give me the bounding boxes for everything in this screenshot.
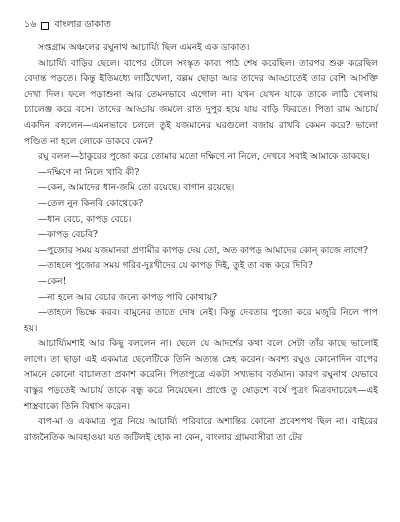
paragraph: রঘু বলল—ঠাকুরের পুজো করে তোমার মতো দক্ষিণে না নিলে, দেখবে সবাই আমাকে ডাকছে। [38, 152, 370, 163]
body-text [24, 41, 378, 446]
paragraph: সপ্তগ্রাম অঞ্চলের রঘুনাথ আচার্য্যি ছিল এমনই এক ডাকাত। [38, 43, 250, 53]
dialogue-line: —পুজোর সময় যজমানরা প্রণামীর কাপড় দেয় তো, অত কাপড় আমাদের কোন্ কাজে লাগে? [38, 245, 368, 256]
square-ornament-icon [41, 22, 49, 30]
dialogue-line: —না হলে আর বেচার জন্যে কাপড় পাবি কোথায়? [38, 292, 217, 303]
page-header [24, 18, 378, 33]
paragraph: আচার্য্যি বাড়ির ছেলে। বাপের টোলে সংস্কৃত কাব্য পাঠ শেষ করেছিল। তারপর শুরু করেছিল বেদান্ত পড়তে। কিন্তু ইতিমধ্যে লাঠিখেলা, বল্লম ছোড়া আর তাদের আড্ডাতেই তার বেশি আসক্তি দেখা দিল। ফলে পড়াশুনা আর তেমনভাবে এগোল না। যখন যেখন যাকে তাকে লাঠি খেলায় চ্যালেঞ্জ করে বসে। তাদের আড্ডায় জমলে রাত দুপুর হয়ে যায় বাড়ি ফিরতে। পিতা রাম আচার্য একদিন বললেন—এমনভাবে চললে তুই যজমানের ঘরগুলো বজায় রাখবি কেমন করে? ভালো পণ্ডিত না হলে লোকে ডাকবে কেন? [24, 58, 378, 147]
dialogue-line: —কেন, আমাদের ধান-জমি তো রয়েছে। বাগান রয়েছে। [38, 183, 235, 194]
running-title: বাংলার ডাকাত [54, 19, 111, 30]
paragraph: বাপ-মা ও একমাত্র পুত্র নিয়ে আচার্য্যি পরিবারে অশান্তির কোনো প্রবেশপথ ছিল না। বাইরের রাজনৈতিক আবহাওয়া যত জটিলই হোক না কেন, বাংলার গ্রামবাসীরা তা টের [24, 417, 378, 443]
paragraph: আচার্য্যিমশাই আর কিছু বললেন না। ছেলে যে আদর্শের কথা বলে সেটা তাঁর কাছে ভালোই লাগে। তা ছাড়া এই একমাত্র ছেলেটিকে তিনি অত্যন্ত স্নেহ করেন। অবশ্য রঘুও কোনোদিন বাপের সামনে কোনো বাচালতা প্রকাশ করেনি। পিতাপুত্রে একটা সখ্যভাব বর্তমান। কারণ রঘুনাথ যেভাবে বাস্কুর পড়তেই আচার্য তাকে বন্ধু করে নিয়েছেন। প্রাপ্তে তু ষোড়শে বর্ষে পুত্রং মিত্রবদাচরেৎ—এই শাস্ত্রবাক্যে তিনি বিশ্বাস করেন। [24, 339, 378, 412]
dialogue-line: —তাহলে পুজোর সময় গরিব-দুঃখীদের যে কাপড় দিই, তুই তা বন্ধ করে দিবি? [38, 261, 313, 272]
dialogue-line: —তেল নুন কিনবি কোথেকে? [38, 198, 144, 209]
dialogue-line: —দক্ষিণে না নিলে খাবি কী? [38, 167, 140, 178]
dialogue-line: —তাহলে ভিক্ষে করব। বামুনের তাতে দোষ নেই। কিন্তু দেবতার পুজো করে মজুরি নিলে পাপ হয়। [24, 308, 378, 334]
dialogue-line: —ধান বেচে, কাপড় বেচে। [38, 214, 132, 225]
page-number: ১৬ [24, 19, 37, 30]
dialogue-line: —কেন! [38, 276, 67, 287]
dialogue-line: —কাপড় বেচবি? [38, 230, 98, 241]
